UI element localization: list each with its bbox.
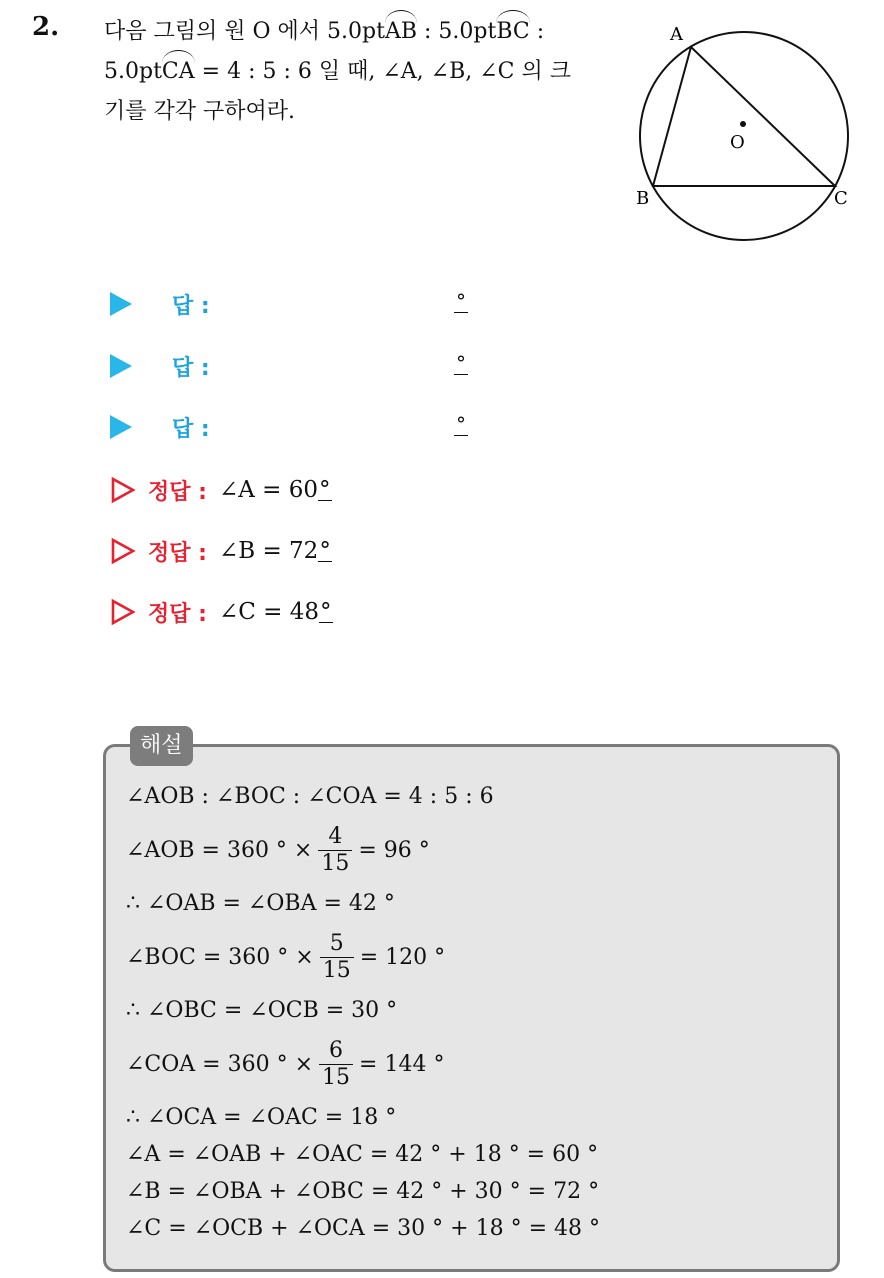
circle-diagram <box>628 18 868 243</box>
question-line-2 <box>104 52 609 92</box>
solution-value-b <box>219 538 332 564</box>
question-number: 2. <box>32 12 60 42</box>
equation-part: ∠COA = 360 ° × <box>126 1051 314 1077</box>
denominator: 15 <box>320 957 354 984</box>
fraction <box>320 931 354 984</box>
circle-figure <box>628 18 868 247</box>
question-line-1 <box>104 12 609 52</box>
numerator: 6 <box>329 1037 344 1063</box>
denominator: 15 <box>318 850 352 877</box>
answer-row-1 <box>110 286 210 322</box>
question-text <box>104 12 609 132</box>
fraction <box>319 1038 353 1091</box>
outline-triangle-icon <box>110 598 136 626</box>
numerator: 4 <box>328 823 343 849</box>
question-text-part: 5.0pt <box>104 59 162 84</box>
label-c: C <box>834 188 848 209</box>
equation-part: ∠AOB = 360 ° × <box>126 837 313 863</box>
answer-row-3 <box>110 409 210 445</box>
triangle-abc <box>653 47 835 186</box>
solution-label: 정답 : <box>148 479 207 505</box>
arc-ca: CA <box>162 52 195 92</box>
explanation-line: ∠B = ∠OBA + ∠OBC = 42 ° + 30 ° = 72 ° <box>126 1179 600 1204</box>
answer-blank-2[interactable]: ° <box>456 351 466 375</box>
equation-part: = 144 ° <box>359 1051 445 1077</box>
solution-row-2 <box>110 531 332 571</box>
solution-value-a <box>219 477 332 503</box>
outline-triangle-icon <box>110 537 136 565</box>
solution-value-c <box>219 599 333 625</box>
degree-mark: ° <box>320 599 332 625</box>
question-text-part: : 5.0pt <box>417 19 497 44</box>
explanation-line: ∠C = ∠OCB + ∠OCA = 30 ° + 18 ° = 48 ° <box>126 1216 600 1241</box>
question-text-part: : <box>529 19 545 44</box>
play-arrow-icon <box>110 415 132 439</box>
question-text-part: = 4 : 5 : 6 일 때, ∠A, ∠B, ∠C 의 크 <box>194 59 571 84</box>
answer-blank-3[interactable]: ° <box>456 412 466 436</box>
explanation-line: ∠AOB : ∠BOC : ∠COA = 4 : 5 : 6 <box>126 784 494 809</box>
solution-label: 정답 : <box>148 540 207 566</box>
equation-part: = 120 ° <box>359 944 446 970</box>
center-point <box>740 121 746 127</box>
explanation-line-fraction <box>126 922 600 992</box>
explanation-line: ∴ ∠OCA = ∠OAC = 18 ° <box>126 1105 397 1130</box>
explanation-line: ∴ ∠OAB = ∠OBA = 42 ° <box>126 891 395 916</box>
play-arrow-icon <box>110 354 132 378</box>
solution-label: 정답 : <box>148 601 207 627</box>
answer-label: 답 : <box>172 293 210 319</box>
solution-row-3 <box>110 592 333 632</box>
explanation-line: ∴ ∠OBC = ∠OCB = 30 ° <box>126 998 398 1023</box>
equation-part: ∠BOC = 360 ° × <box>126 944 314 970</box>
answer-label: 답 : <box>172 416 210 442</box>
label-b: B <box>636 188 650 209</box>
outline-triangle-icon <box>110 476 136 504</box>
answer-row-2 <box>110 348 210 384</box>
arc-ab: AB <box>385 12 417 52</box>
degree-mark: ° <box>319 477 331 503</box>
solution-value-text: ∠A = 60 <box>218 477 319 503</box>
explanation-line: ∠A = ∠OAB + ∠OAC = 42 ° + 18 ° = 60 ° <box>126 1142 599 1167</box>
degree-mark: ° <box>319 538 331 564</box>
label-o: O <box>730 132 745 153</box>
question-line-3: 기를 각각 구하여라. <box>104 99 295 124</box>
solution-value-text: ∠C = 48 <box>218 599 319 625</box>
explanation-lines <box>126 778 600 1247</box>
play-arrow-icon <box>110 292 132 316</box>
answer-label: 답 : <box>172 355 210 381</box>
denominator: 15 <box>319 1064 353 1091</box>
question-text-part: 다음 그림의 원 O 에서 5.0pt <box>104 19 385 44</box>
solution-row-1 <box>110 470 332 510</box>
arc-bc: BC <box>496 12 529 52</box>
explanation-tag: 해설 <box>130 726 193 766</box>
answer-blank-1[interactable]: ° <box>456 289 466 313</box>
explanation-line-fraction <box>126 1029 600 1099</box>
label-a: A <box>670 24 683 45</box>
equation-part: = 96 ° <box>358 837 430 863</box>
solution-value-text: ∠B = 72 <box>218 538 319 564</box>
explanation-line-fraction <box>126 815 600 885</box>
fraction <box>318 824 352 877</box>
numerator: 5 <box>329 930 344 956</box>
